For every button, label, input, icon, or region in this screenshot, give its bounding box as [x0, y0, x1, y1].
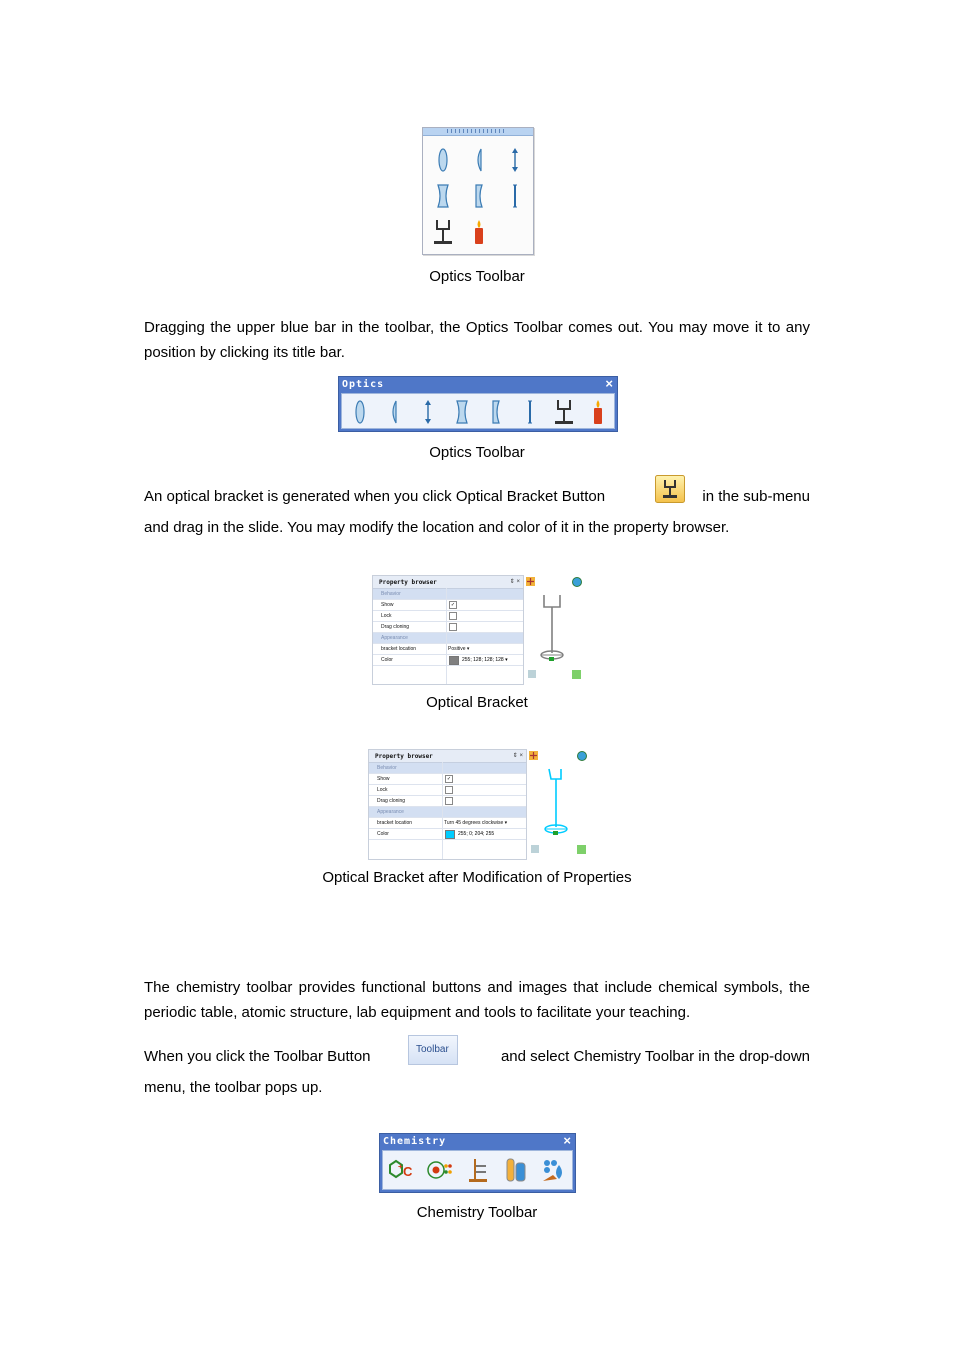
double-arrow-icon[interactable]	[416, 397, 440, 427]
lock-checkbox[interactable]	[449, 612, 457, 620]
lab-stand-icon[interactable]	[463, 1155, 493, 1185]
property-lock: Lock	[373, 611, 523, 622]
toolbar-title[interactable]: Chemistry	[383, 1136, 447, 1147]
plano-concave-lens-icon[interactable]	[484, 397, 508, 427]
chemical-symbol-icon[interactable]	[387, 1155, 417, 1185]
close-icon[interactable]: ×	[605, 376, 613, 391]
caption-chemistry: Chemistry Toolbar	[416, 1204, 538, 1221]
category-appearance[interactable]: Appearance	[373, 633, 523, 644]
paragraph-toolbar-line1-a: When you click the Toolbar Button	[144, 1048, 371, 1065]
mirror-icon[interactable]	[503, 181, 527, 211]
paragraph-toolbar-line2: menu, the toolbar pops up.	[144, 1079, 323, 1096]
category-behavior[interactable]: Behavior	[373, 589, 523, 600]
property-browser	[372, 575, 524, 685]
panel-controls-icon[interactable]: ⇕ ×	[509, 579, 520, 585]
property-show: Show ✓	[373, 600, 523, 611]
svg-text:C: C	[403, 1164, 413, 1179]
color-value[interactable]: 255; 128; 128; 128 ▾	[462, 657, 508, 663]
color-value[interactable]: 255; 0; 204; 255	[458, 831, 495, 837]
paragraph-chemistry-intro: The chemistry toolbar provides functional buttons and images that include chemical symbols, the periodic table, atomic structure, lab equipment and tools to facilitate your teaching.	[144, 979, 810, 1021]
property-color: Color 255; 128; 128; 128 ▾	[373, 655, 523, 666]
toolbar-drag-bar[interactable]	[423, 128, 533, 136]
mirror-icon[interactable]	[518, 397, 542, 427]
convex-lens-icon[interactable]	[431, 145, 455, 175]
paragraph-bracket-line1-b: in the sub-menu	[702, 488, 810, 505]
paragraph-toolbar-line1-b: and select Chemistry Toolbar in the drop-down	[500, 1048, 810, 1065]
property-bracket-location: bracket location Positive ▾	[373, 644, 523, 655]
plano-convex-lens-icon[interactable]	[467, 145, 491, 175]
paragraph-bracket-line2: and drag in the slide. You may modify the location and color of it in the property browser.	[144, 519, 730, 536]
show-checkbox[interactable]: ✓	[450, 602, 456, 608]
property-browser-title: Property browser	[375, 753, 433, 760]
toolbar-title[interactable]: Optics	[342, 379, 385, 390]
tools-icon[interactable]	[539, 1155, 569, 1185]
drag-cloning-checkbox[interactable]	[445, 797, 453, 805]
show-checkbox[interactable]: ✓	[446, 776, 452, 782]
bracket-location-select[interactable]: Turn 45 degrees clockwise ▾	[444, 820, 508, 826]
chemistry-toolbar	[379, 1133, 576, 1193]
property-browser-title: Property browser	[379, 579, 437, 586]
bracket-location-select[interactable]: Positive ▾	[448, 646, 470, 652]
optical-bracket-button-icon[interactable]	[655, 475, 685, 503]
atomic-structure-icon[interactable]	[425, 1155, 455, 1185]
concave-lens-icon[interactable]	[450, 397, 474, 427]
caption-bracket-modified: Optical Bracket after Modification of Properties	[322, 869, 632, 886]
optical-bracket-object[interactable]	[524, 575, 584, 683]
double-arrow-icon[interactable]	[503, 145, 527, 175]
caption-optics-vertical: Optics Toolbar	[429, 268, 525, 285]
drag-cloning-checkbox[interactable]	[449, 623, 457, 631]
panel-controls-icon[interactable]: ⇕ ×	[512, 753, 523, 759]
property-bracket-location: bracket location Turn 45 degrees clockwise ▾	[369, 818, 526, 829]
candle-icon[interactable]	[586, 397, 610, 427]
lock-checkbox[interactable]	[445, 786, 453, 794]
property-drag-cloning: Drag cloning	[373, 622, 523, 633]
caption-bracket-default: Optical Bracket	[426, 694, 528, 711]
color-swatch[interactable]	[449, 656, 459, 665]
optical-bracket-object-modified[interactable]	[527, 749, 589, 858]
optics-floating-toolbar	[338, 376, 618, 432]
convex-lens-icon[interactable]	[348, 397, 372, 427]
concave-lens-icon[interactable]	[431, 181, 455, 211]
property-browser-modified	[368, 749, 527, 860]
svg-text:+: +	[398, 1162, 403, 1171]
toolbar-button[interactable]: Toolbar	[408, 1035, 458, 1065]
caption-optics-floating: Optics Toolbar	[429, 444, 525, 461]
color-swatch[interactable]	[445, 830, 455, 839]
category-behavior[interactable]: Behavior	[369, 763, 526, 774]
plano-concave-lens-icon[interactable]	[467, 181, 491, 211]
candle-icon[interactable]	[467, 217, 491, 247]
close-icon[interactable]: ×	[563, 1133, 571, 1148]
category-appearance[interactable]: Appearance	[369, 807, 526, 818]
property-show: Show ✓	[369, 774, 526, 785]
optical-bracket-icon[interactable]	[552, 397, 576, 427]
test-tubes-icon[interactable]	[501, 1155, 531, 1185]
paragraph-bracket-line1-a: An optical bracket is generated when you click Optical Bracket Button	[144, 488, 606, 505]
property-lock: Lock	[369, 785, 526, 796]
optical-bracket-icon[interactable]	[431, 217, 455, 247]
paragraph-drag-toolbar: Dragging the upper blue bar in the toolbar, the Optics Toolbar comes out. You may move it to any position by clicking its title bar.	[144, 319, 810, 361]
property-drag-cloning: Drag cloning	[369, 796, 526, 807]
property-color: Color 255; 0; 204; 255	[369, 829, 526, 840]
slide-canvas	[526, 749, 589, 858]
plano-convex-lens-icon[interactable]	[382, 397, 406, 427]
slide-canvas	[523, 575, 584, 683]
optics-vertical-toolbar	[422, 127, 534, 255]
